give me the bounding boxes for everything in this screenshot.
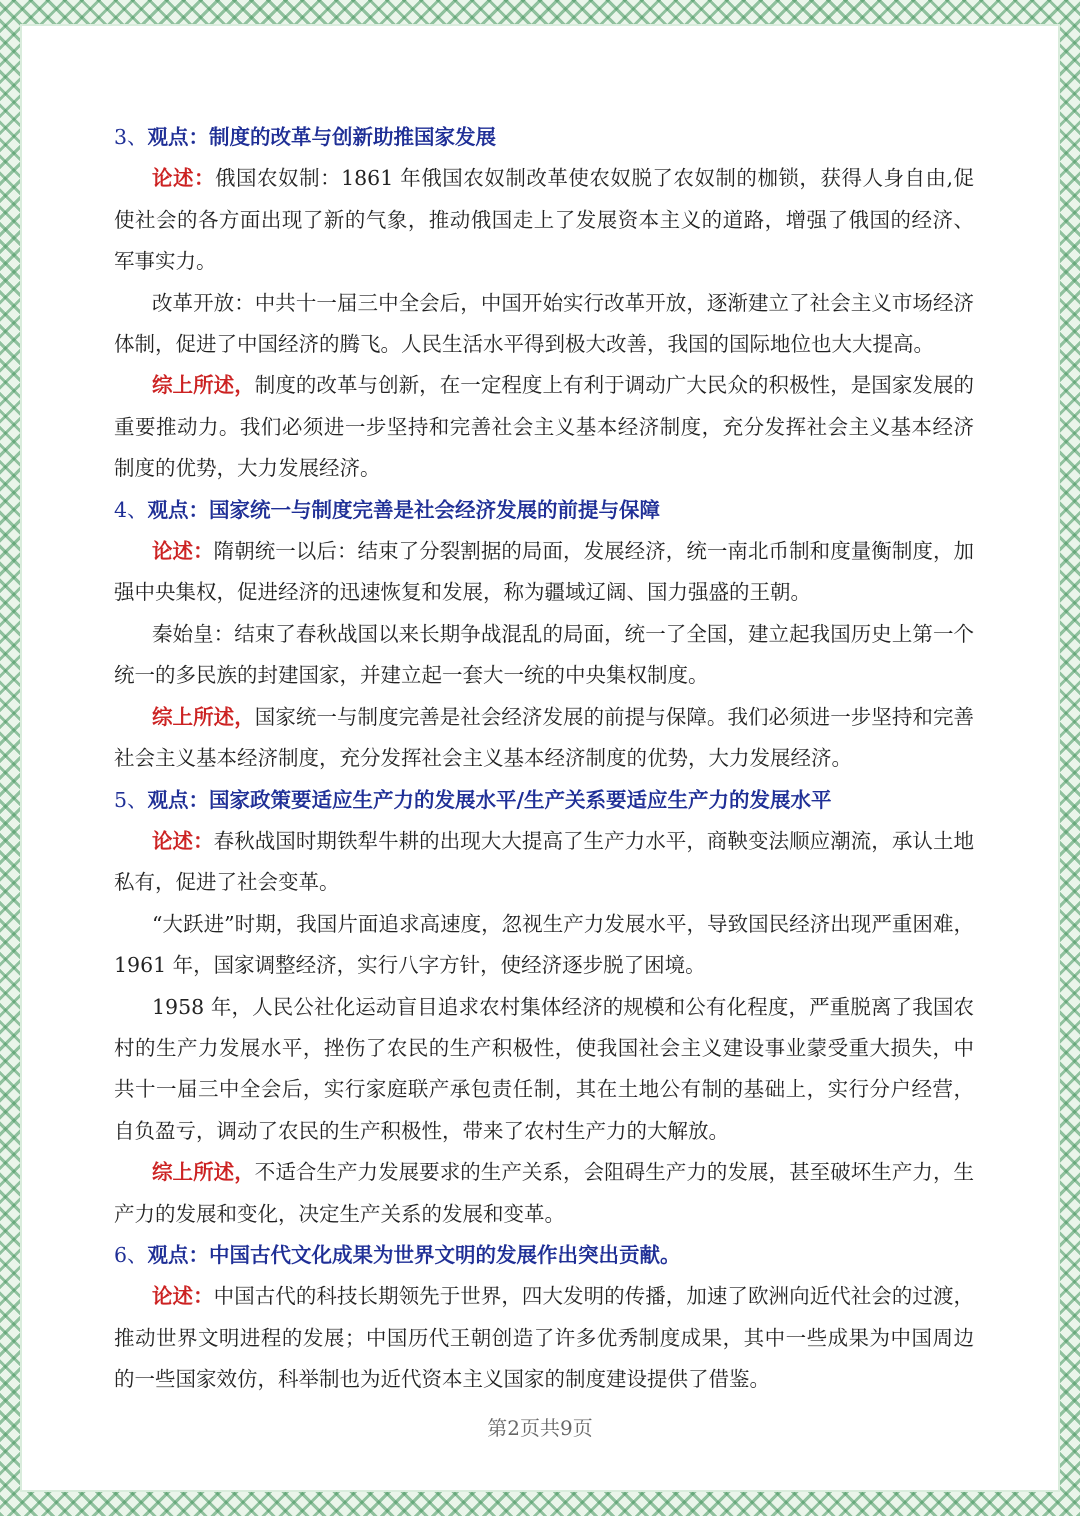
paragraph bbox=[114, 904, 974, 987]
paragraph bbox=[114, 365, 974, 489]
section-heading-text: 观点：中国古代文化成果为世界文明的发展作出突出贡献。 bbox=[147, 1242, 681, 1267]
section-heading bbox=[114, 117, 974, 158]
paragraph bbox=[114, 614, 974, 697]
section-heading bbox=[114, 490, 974, 531]
paragraph bbox=[114, 158, 974, 282]
paragraph-text: “大跃进”时期，我国片面追求高速度，忽视生产力发展水平，导致国民经济出现严重困难，1961 年，国家调整经济，实行八字方针，使经济逐步脱了困境。 bbox=[114, 911, 974, 978]
paragraph-lead: 综上所述， bbox=[152, 704, 255, 729]
paragraph-lead: 综上所述， bbox=[152, 1160, 255, 1185]
section-number: 6、 bbox=[114, 1242, 148, 1267]
section-heading bbox=[114, 1235, 974, 1276]
paragraph-lead: 论述： bbox=[152, 166, 216, 191]
page-number-footer: 第2页共9页 bbox=[487, 1416, 593, 1440]
section-3 bbox=[114, 117, 974, 490]
section-5 bbox=[114, 780, 974, 1235]
paragraph-lead: 论述： bbox=[152, 1284, 214, 1309]
paragraph-text: 春秋战国时期铁犁牛耕的出现大大提高了生产力水平，商鞅变法顺应潮流，承认土地私有，促进了社会变革。 bbox=[114, 828, 975, 895]
section-heading-text: 观点：制度的改革与创新助推国家发展 bbox=[147, 125, 497, 149]
paragraph bbox=[114, 987, 974, 1153]
paragraph bbox=[114, 821, 974, 904]
section-number: 3、 bbox=[114, 125, 148, 149]
paragraph-text: 国家统一与制度完善是社会经济发展的前提与保障。我们必须进一步坚持和完善社会主义基本经济制度，充分发挥社会主义基本经济制度的优势，大力发展经济。 bbox=[114, 704, 975, 771]
paragraph-text: 制度的改革与创新，在一定程度上有利于调动广大民众的积极性，是国家发展的重要推动力。我们必须进一步坚持和完善社会主义基本经济制度，充分发挥社会主义基本经济制度的优势，大力发展经济。 bbox=[114, 373, 975, 481]
paragraph-text: 1958 年，人民公社化运动盲目追求农村集体经济的规模和公有化程度，严重脱离了我国农村的生产力发展水平，挫伤了农民的生产积极性，使我国社会主义建设事业蒙受重大损失，中共十一届三中全会后，实行家庭联产承包责任制，其在土地公有制的基础上，实行分户经营，自负盈亏，调动了农民的生产积极性，带来了农村生产力的大解放。 bbox=[114, 994, 974, 1143]
section-number: 5、 bbox=[114, 787, 148, 812]
section-heading bbox=[114, 780, 974, 821]
section-number: 4、 bbox=[114, 497, 148, 522]
paragraph bbox=[114, 697, 974, 780]
paragraph bbox=[114, 283, 974, 366]
paragraph bbox=[114, 531, 974, 614]
paragraph-lead: 综上所述， bbox=[152, 373, 255, 398]
section-heading-text: 观点：国家政策要适应生产力的发展水平/生产关系要适应生产力的发展水平 bbox=[147, 787, 832, 812]
paragraph-text: 隋朝统一以后：结束了分裂割据的局面，发展经济，统一南北币制和度量衡制度，加强中央集权，促进经济的迅速恢复和发展，称为疆域辽阔、国力强盛的王朝。 bbox=[114, 539, 975, 605]
paragraph-lead: 论述： bbox=[152, 539, 214, 564]
document-content bbox=[114, 117, 974, 1401]
paragraph bbox=[114, 1152, 974, 1235]
paragraph-text: 改革开放：中共十一届三中全会后，中国开始实行改革开放，逐渐建立了社会主义市场经济体制，促进了中国经济的腾飞。人民生活水平得到极大改善，我国的国际地位也大大提高。 bbox=[114, 290, 974, 357]
paragraph-text: 中国古代的科技长期领先于世界，四大发明的传播，加速了欧洲向近代社会的过渡，推动世界文明进程的发展；中国历代王朝创造了许多优秀制度成果，其中一些成果为中国周边的一些国家效仿，科举制也为近代资本主义国家的制度建设提供了借鉴。 bbox=[114, 1284, 975, 1392]
paragraph bbox=[114, 1276, 974, 1400]
paragraph-text: 秦始皇：结束了春秋战国以来长期争战混乱的局面，统一了全国，建立起我国历史上第一个统一的多民族的封建国家，并建立起一套大一统的中央集权制度。 bbox=[114, 621, 974, 688]
section-6 bbox=[114, 1235, 974, 1401]
section-4 bbox=[114, 490, 974, 780]
paragraph-lead: 论述： bbox=[152, 828, 214, 853]
paragraph-text: 俄国农奴制：1861 年俄国农奴制改革使农奴脱了农奴制的枷锁，获得人身自由,促使社会的各方面出现了新的气象，推动俄国走上了发展资本主义的道路，增强了俄国的经济、军事实力。 bbox=[114, 166, 975, 274]
section-heading-text: 观点：国家统一与制度完善是社会经济发展的前提与保障 bbox=[147, 497, 661, 522]
paragraph-text: 不适合生产力发展要求的生产关系，会阻碍生产力的发展，甚至破坏生产力，生产力的发展和变化，决定生产关系的发展和变革。 bbox=[114, 1160, 975, 1226]
